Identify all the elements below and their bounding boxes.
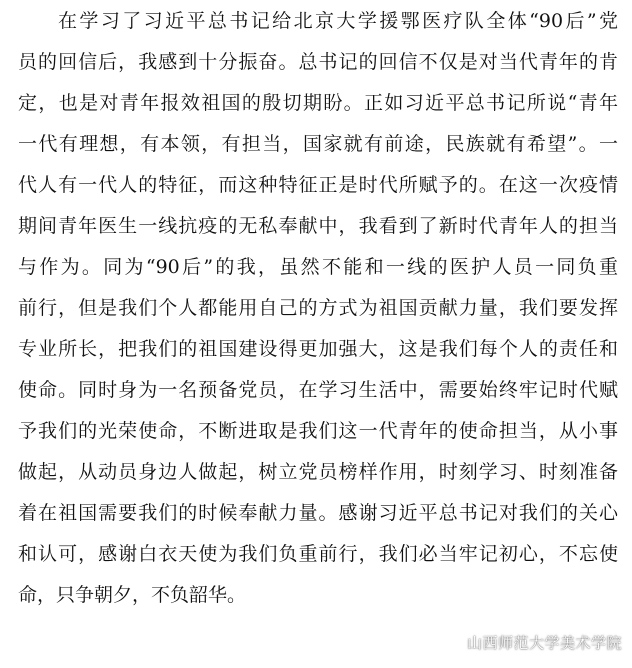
text-line: 定，也是对青年报效祖国的殷切期盼。正如习近平总书记所说“青年 (18, 92, 618, 114)
text-line: 做起，从动员身边人做起，树立党员榜样作用，时刻学习、时刻准备 (18, 461, 618, 483)
text-line: 和认可，感谢白衣天使为我们负重前行，我们必当牢记初心，不忘使 (18, 543, 618, 565)
watermark (439, 630, 622, 654)
text-line: 一代有理想，有本领，有担当，国家就有前途，民族就有希望”。一 (18, 133, 618, 155)
text-line: 予我们的光荣使命，不断进取是我们这一代青年的使命担当，从小事 (18, 420, 618, 442)
text-line: 员的回信后，我感到十分振奋。总书记的回信不仅是对当代青年的肯 (18, 51, 618, 73)
wechat-channel-icon (439, 631, 461, 653)
text-line: 着在祖国需要我们的时候奉献力量。感谢习近平总书记对我们的关心 (18, 502, 618, 524)
text-line: 命，只争朝夕，不负韶华。 (18, 584, 247, 606)
text-line: 前行，但是我们个人都能用自己的方式为祖国贡献力量，我们要发挥 (18, 297, 618, 319)
text-line: 在学习了习近平总书记给北京大学援鄂医疗队全体“90后”党 (58, 10, 618, 32)
text-line: 使命。同时身为一名预备党员，在学习生活中，需要始终牢记时代赋 (18, 379, 618, 401)
text-line: 代人有一代人的特征，而这种特征正是时代所赋予的。在这一次疫情 (18, 174, 618, 196)
watermark-text: 山西师范大学美术学院 (466, 633, 622, 652)
text-line: 期间青年医生一线抗疫的无私奉献中，我看到了新时代青年人的担当 (18, 215, 618, 237)
text-line: 与作为。同为“90后”的我，虽然不能和一线的医护人员一同负重 (18, 256, 618, 278)
text-line: 专业所长，把我们的祖国建设得更加强大，这是我们每个人的责任和 (18, 338, 618, 360)
